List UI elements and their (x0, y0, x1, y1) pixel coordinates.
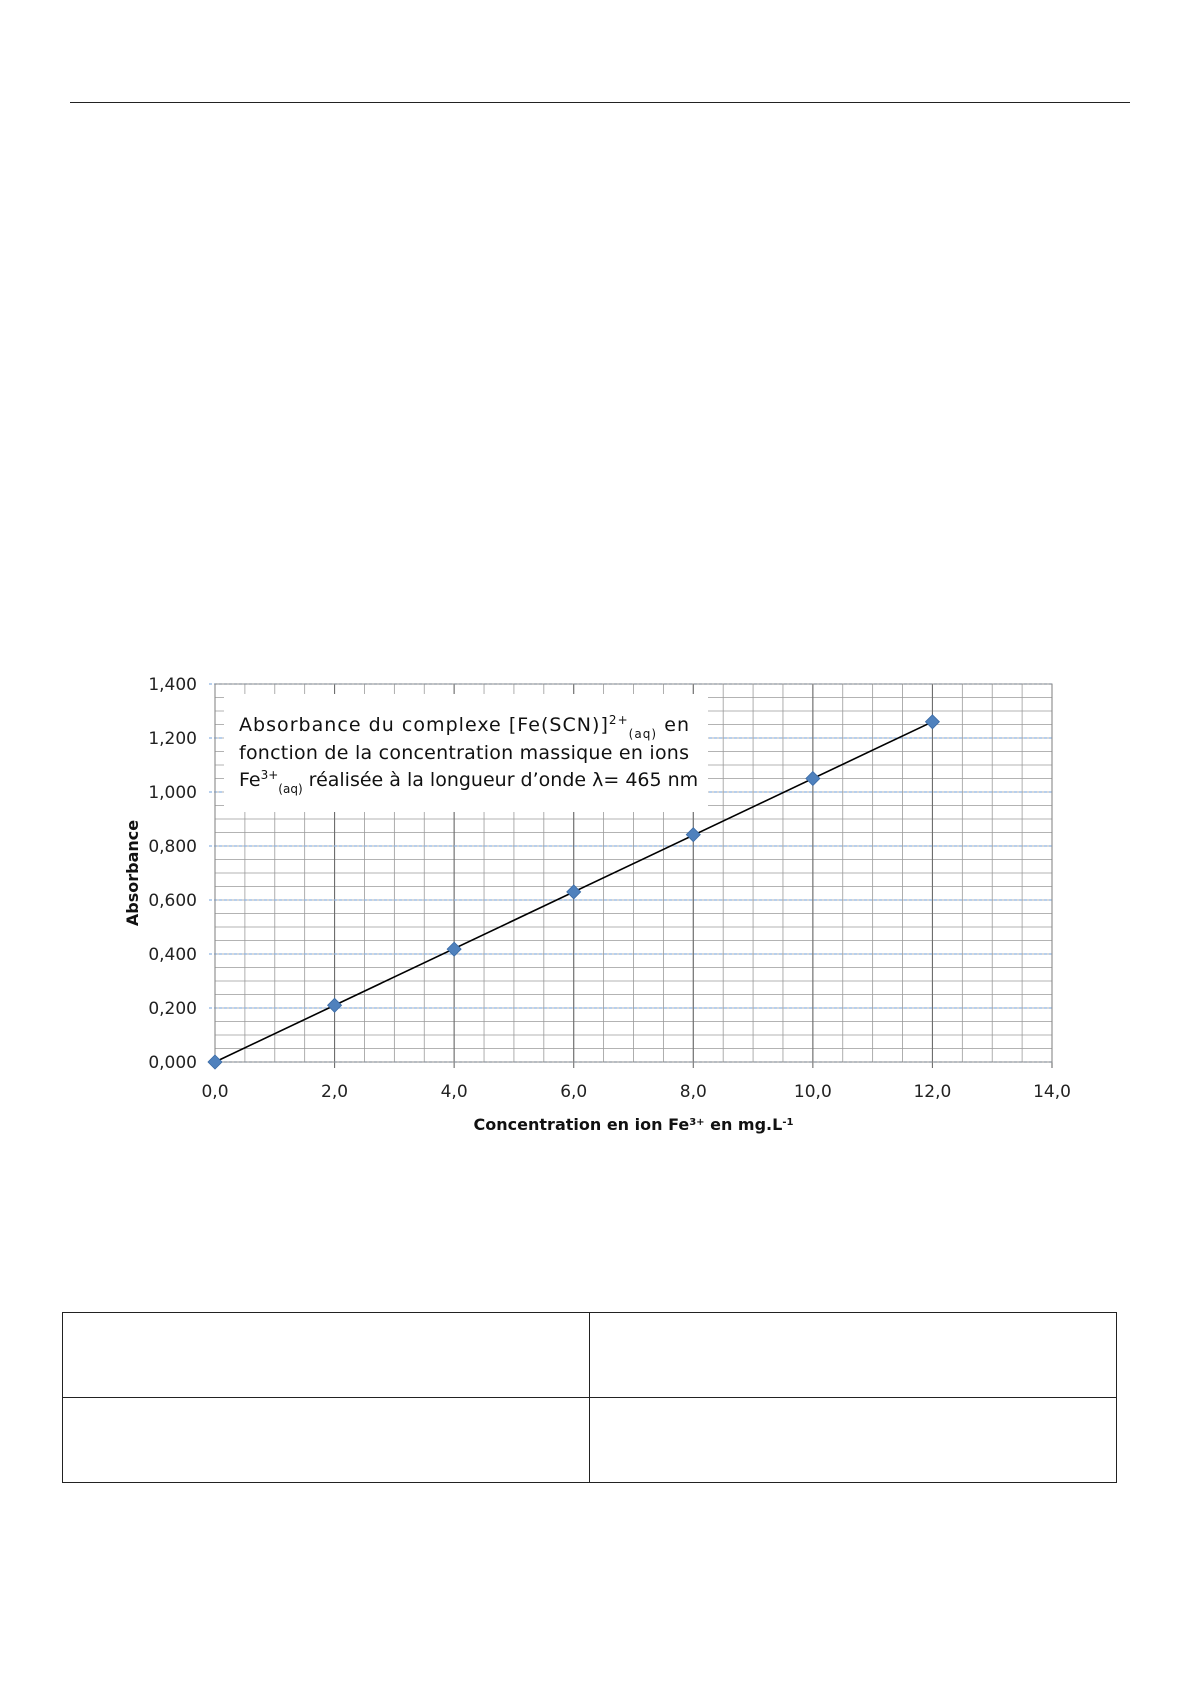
y-tick-label: 0,600 (148, 891, 197, 911)
y-tick-label: 0,000 (148, 1053, 197, 1073)
answer-table (62, 1312, 1117, 1483)
table-cell (590, 1313, 1117, 1398)
table-cell (63, 1398, 590, 1483)
y-tick-label: 0,400 (148, 945, 197, 965)
x-tick-label: 4,0 (440, 1082, 468, 1102)
y-tick-label: 1,200 (148, 729, 197, 749)
x-tick-label: 12,0 (913, 1082, 952, 1102)
x-tick-label: 14,0 (1033, 1082, 1071, 1102)
y-tick-label: 0,800 (148, 837, 197, 857)
x-tick-label: 2,0 (321, 1082, 349, 1102)
table-row (63, 1313, 1117, 1398)
y-tick-label: 0,200 (148, 999, 197, 1019)
data-point (328, 998, 342, 1012)
x-tick-label: 0,0 (201, 1082, 229, 1102)
annotation-line: fonction de la concentration massique en ions (239, 742, 689, 764)
x-tick-label: 6,0 (560, 1082, 588, 1102)
annotation-line: Absorbance du complexe $[Fe(SCN)]^{2+}_{(aq)}$ en (239, 713, 689, 741)
data-point (686, 828, 700, 842)
x-tick-label: 8,0 (679, 1082, 707, 1102)
x-axis-tick-labels (201, 1082, 1070, 1102)
x-tick-label: 10,0 (793, 1082, 832, 1102)
data-point (925, 715, 939, 729)
y-axis-tick-labels (148, 675, 197, 1073)
table-cell (63, 1313, 590, 1398)
annotation-box (224, 694, 708, 812)
data-point (567, 885, 581, 899)
x-axis-title: Concentration en ion $Fe^{3+}$ en $mg.L^{-1}$ (473, 1115, 794, 1134)
annotation-line: $Fe^{3+}_{(aq)}$ réalisée à la longueur d’onde λ= 465 nm (239, 768, 699, 796)
y-tick-label: 1,400 (148, 675, 197, 695)
data-point (806, 772, 820, 786)
y-axis-title: Absorbance (123, 819, 142, 927)
y-tick-label: 1,000 (148, 783, 197, 803)
table-cell (590, 1398, 1117, 1483)
data-point (208, 1055, 222, 1069)
table-row (63, 1398, 1117, 1483)
